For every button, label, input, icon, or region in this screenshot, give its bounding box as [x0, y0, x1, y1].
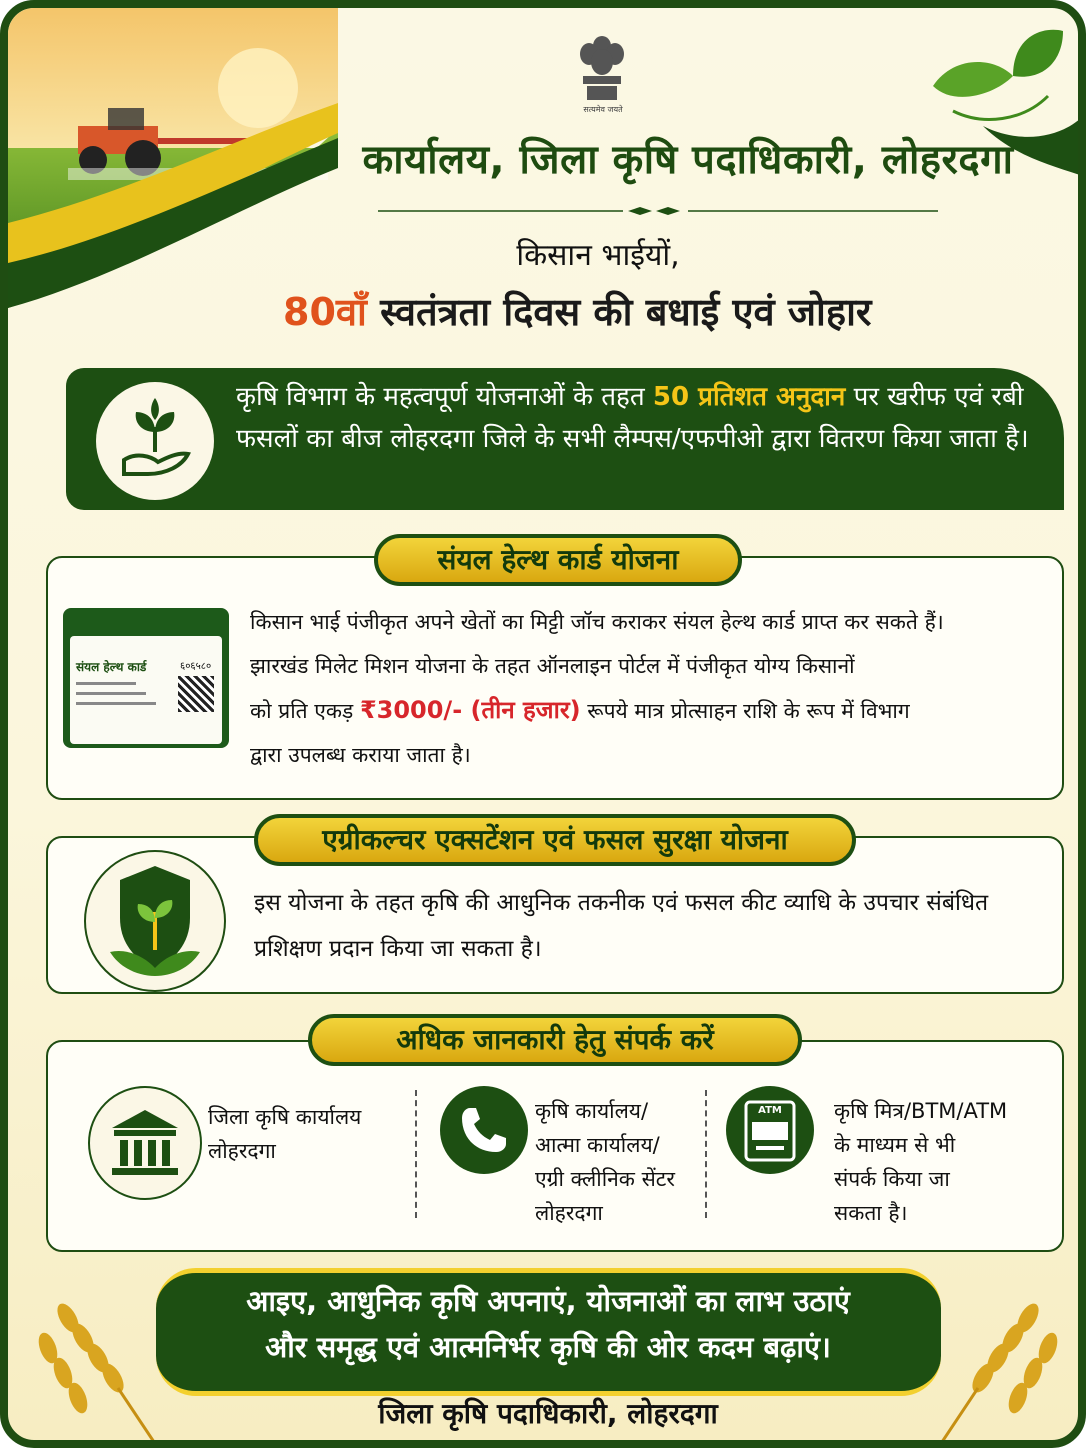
contact-1-line1: जिला कृषि कार्यालय [208, 1105, 362, 1129]
contact-3-line1: कृषि मित्र/BTM/ATM [834, 1099, 1008, 1123]
phone-icon [440, 1086, 528, 1174]
soil-health-text [250, 600, 1060, 777]
contact-3-line3: संपर्क किया जा [834, 1167, 950, 1191]
soil-line2: झारखंड मिलेट मिशन योजना के तहत ऑनलाइन पोर्टल में पंजीकृत योग्य किसानों [250, 654, 855, 678]
contact-heading: अधिक जानकारी हेतु संपर्क करें [308, 1014, 802, 1066]
atm-icon-wrapper [726, 1086, 814, 1174]
cta-line1: आइए, आधुनिक कृषि अपनाएं, योजनाओं का लाभ उठाएं [246, 1284, 850, 1318]
independence-day-headline [283, 285, 1043, 337]
incentive-amount: ₹3000/- (तीन हजार) [359, 696, 581, 724]
soil-health-card-face [70, 636, 222, 744]
contact-divider-1 [415, 1090, 417, 1218]
contact-3-line4: सकता है। [834, 1201, 908, 1225]
signature-line: जिला कृषि पदाधिकारी, लोहरदगा [378, 1397, 718, 1430]
title-divider [378, 206, 938, 216]
contact-1-line2: लोहरदगा [208, 1139, 276, 1163]
agri-extension-text: इस योजना के तहत कृषि की आधुनिक तकनीक एवं फसल कीट व्याधि के उपचार संबंधित प्रशिक्षण प्रदान किया जा सकता है। [254, 890, 989, 962]
contact-2-line1: कृषि कार्यालय/ [535, 1099, 649, 1123]
contact-2-line4: लोहरदगा [535, 1201, 603, 1225]
cta-text [158, 1278, 938, 1370]
contact-3 [834, 1094, 1049, 1230]
cta-line2: और समृद्ध एवं आत्मनिर्भर कृषि की ओर कदम बढ़ाएं। [265, 1330, 831, 1364]
soil-line3-part1: को प्रति एकड़ [250, 699, 360, 723]
soil-line3 [250, 688, 1060, 733]
plant-in-hand-icon-wrapper [96, 382, 214, 500]
government-building-icon [90, 1088, 200, 1198]
subsidy-highlight: 50 प्रतिशत अनुदान [652, 382, 846, 412]
emblem-caption: सत्यमेव जयते [583, 105, 623, 114]
plant-in-hand-icon [96, 382, 214, 500]
agri-extension-heading: एग्रीकल्चर एक्सटेंशन एवं फसल सुरक्षा योजना [254, 814, 856, 866]
contact-2-line2: आत्मा कार्यालय/ [535, 1133, 660, 1157]
soil-line1: किसान भाई पंजीकृत अपने खेतों का मिट्टी जॉच कराकर संयल हेल्थ कार्ड प्राप्त कर सकते हैं। [250, 610, 944, 634]
headline-number: 80वाँ [283, 290, 367, 334]
contact-1 [208, 1100, 408, 1168]
subsidy-text-part2: पर खरीफ एवं रबी फसलों का बीज लोहरदगा जिले के सभी लैम्पस/एफपीओ द्वारा वितरण किया जाता है। [236, 382, 1029, 454]
office-title: कार्यालय, जिला कृषि पदाधिकारी, लोहरदगा [362, 137, 1014, 183]
soil-health-heading: संयल हेल्थ कार्ड योजना [374, 534, 742, 586]
contact-3-line2: के माध्यम से भी [834, 1133, 956, 1157]
soil-line3-part2: रूपये मात्र प्रोत्साहन राशि के रूप में विभाग [580, 699, 910, 723]
phone-icon-wrapper [440, 1086, 528, 1174]
contact-2-line3: एग्री क्लीनिक सेंटर [535, 1167, 675, 1191]
atm-label: ATM [758, 1105, 782, 1116]
headline-rest: स्वतंत्रता दिवस की बधाई एवं जोहार [380, 290, 872, 334]
card-number: ६०६५८० [180, 661, 212, 672]
subsidy-text-part1: कृषि विभाग के महत्वपूर्ण योजनाओं के तहत [236, 382, 653, 412]
office-building-icon-wrapper [88, 1086, 202, 1200]
atm-machine-icon [726, 1086, 814, 1174]
shield-plant-icon [86, 852, 224, 990]
shield-plant-icon-wrapper [84, 850, 226, 992]
farm-scene-image [8, 8, 338, 308]
contact-2 [535, 1094, 705, 1230]
contact-divider-2 [705, 1090, 707, 1218]
card-title: संयल हेल्थ कार्ड [76, 660, 147, 674]
greeting-text: किसान भाईयों, [516, 238, 680, 273]
soil-line4: द्वारा उपलब्ध कराया जाता है। [250, 743, 471, 767]
subsidy-text [236, 376, 1056, 460]
qr-code-icon [178, 676, 214, 712]
